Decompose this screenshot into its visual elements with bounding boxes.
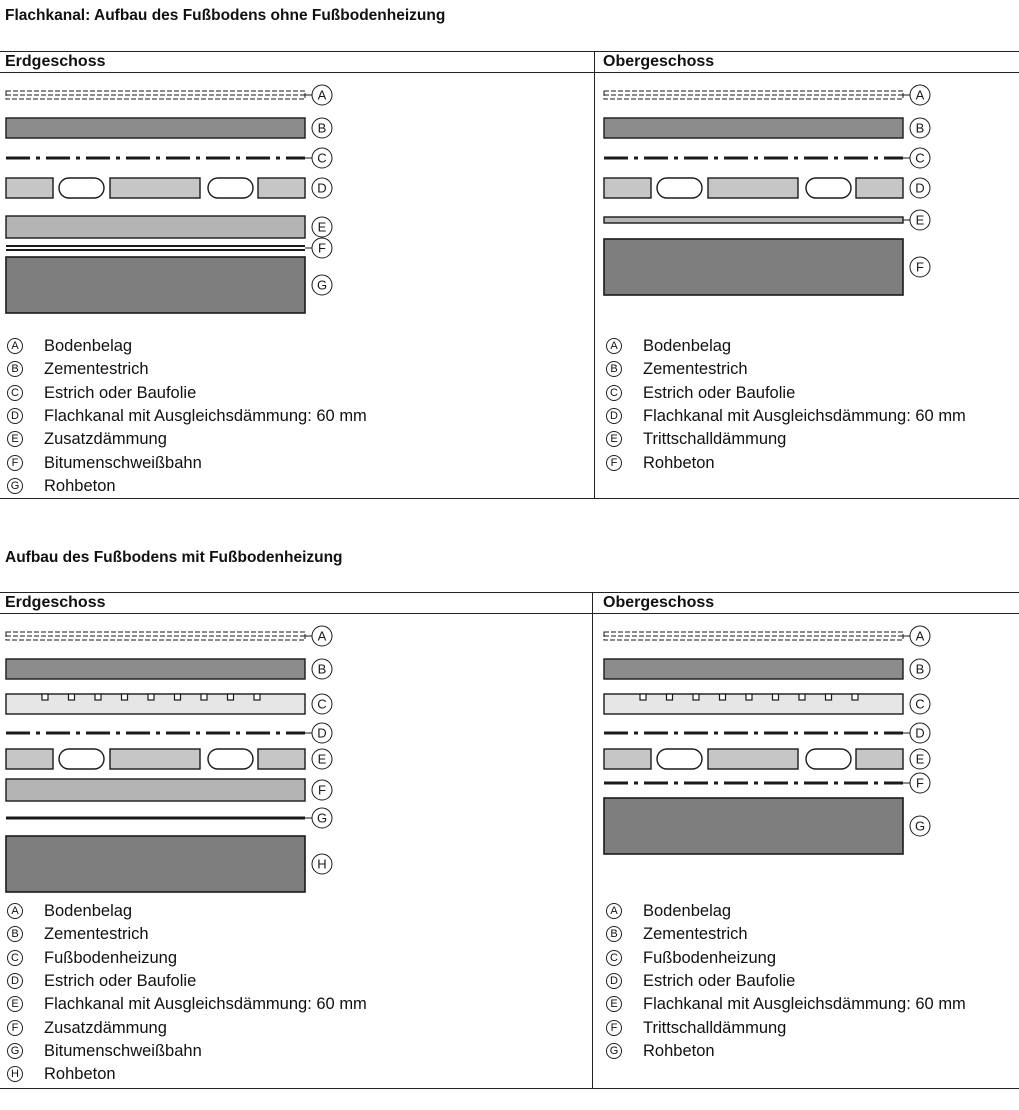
legend-text: Flachkanal mit Ausgleichsdämmung: 60 mm: [44, 406, 367, 425]
table-header: [0, 52, 1019, 73]
layer-flat-duct: [604, 178, 903, 198]
column-divider: [592, 593, 593, 1088]
layer-heating: [604, 694, 903, 714]
callout-letter: A: [317, 87, 327, 103]
legend-letter-badge: A: [7, 338, 23, 354]
column-heading-ground-floor: Erdgeschoss: [5, 594, 106, 611]
callout-g: [910, 816, 930, 836]
legend-letter-badge: A: [606, 903, 622, 919]
callout-letter: G: [914, 818, 926, 834]
legend-text: Rohbeton: [643, 453, 715, 472]
callout-c: [312, 694, 332, 714]
callout-d: [910, 723, 930, 743]
callout-c: [910, 694, 930, 714]
callout-letter: B: [317, 661, 327, 677]
callout-letter: D: [317, 725, 327, 741]
legend-letter-badge: B: [606, 361, 622, 377]
legend-text: Trittschalldämmung: [643, 430, 787, 449]
legend-text: Bodenbelag: [643, 337, 732, 355]
callout-letter: B: [317, 120, 327, 136]
legend-text: Bodenbelag: [643, 902, 732, 920]
layer-floor-covering: [6, 91, 312, 99]
layer-heating: [6, 694, 305, 714]
legend-letter-badge: E: [7, 996, 23, 1012]
callout-letter: F: [916, 775, 924, 791]
callout-e: [312, 749, 332, 769]
callout-letter: B: [915, 661, 925, 677]
section-title: Flachkanal: Aufbau des Fußbodens ohne Fußbodenheizung: [5, 7, 446, 24]
layer-double-line: [6, 246, 312, 250]
layer-concrete: [6, 836, 305, 892]
legend-text: Zementestrich: [44, 925, 149, 944]
legend-letter-badge: G: [606, 1043, 622, 1059]
layer-screed: [6, 118, 305, 138]
legend-letter-badge: G: [7, 1043, 23, 1059]
legend-letter-badge: C: [606, 385, 622, 401]
floor-structure-diagram: [598, 617, 943, 897]
callout-letter: D: [915, 180, 925, 196]
layer-floor-covering: [604, 632, 910, 640]
column-heading-upper-floor: Obergeschoss: [603, 53, 715, 70]
legend-letter-badge: F: [7, 455, 23, 471]
callout-b: [312, 118, 332, 138]
callout-d: [312, 178, 332, 198]
legend-text: Flachkanal mit Ausgleichsdämmung: 60 mm: [643, 995, 966, 1014]
callout-letter: C: [317, 150, 327, 166]
floor-structure-diagram: [0, 617, 345, 897]
callout-letter: E: [915, 212, 925, 228]
legend-letter-badge: E: [7, 431, 23, 447]
callout-letter: C: [915, 150, 925, 166]
layer-insulation: [6, 216, 305, 238]
callout-e: [910, 210, 930, 230]
callout-g: [312, 808, 332, 828]
layer-floor-covering: [604, 91, 910, 99]
legend-letter-badge: D: [7, 973, 23, 989]
legend-letter-badge: F: [7, 1020, 23, 1036]
callout-letter: G: [316, 277, 328, 293]
callout-f: [312, 780, 332, 800]
legend-text: Estrich oder Baufolie: [44, 971, 197, 990]
floor-structure-diagram: [0, 76, 345, 326]
callout-e: [910, 749, 930, 769]
callout-letter: C: [915, 696, 925, 712]
legend-text: Fußbodenheizung: [44, 948, 178, 967]
legend-text: Zusatzdämmung: [44, 1018, 167, 1037]
legend-text: Rohbeton: [44, 476, 116, 495]
callout-g: [312, 275, 332, 295]
legend-text: Bitumenschweißbahn: [44, 453, 202, 472]
callout-b: [312, 659, 332, 679]
callout-d: [910, 178, 930, 198]
layer-concrete: [604, 798, 903, 854]
legend-text: Estrich oder Baufolie: [643, 383, 796, 402]
legend-text: Flachkanal mit Ausgleichsdämmung: 60 mm: [643, 406, 966, 425]
section-title: Aufbau des Fußbodens mit Fußbodenheizung: [5, 549, 343, 566]
column-heading-upper-floor: Obergeschoss: [603, 594, 715, 611]
callout-b: [910, 118, 930, 138]
callout-letter: H: [317, 856, 327, 872]
callout-letter: D: [317, 180, 327, 196]
legend-letter-badge: C: [606, 950, 622, 966]
callout-letter: B: [915, 120, 925, 136]
legend-text: Zementestrich: [643, 925, 748, 944]
legend-text: Fußbodenheizung: [643, 948, 777, 967]
layer-concrete: [6, 257, 305, 313]
layer-floor-covering: [6, 632, 312, 640]
legend-letter-badge: C: [7, 385, 23, 401]
layer-flat-duct: [604, 749, 903, 769]
legend-letter-badge: B: [606, 926, 622, 942]
callout-f: [312, 238, 332, 258]
legend-letter-badge: B: [7, 926, 23, 942]
callout-a: [910, 85, 930, 105]
legend-letter-badge: B: [7, 361, 23, 377]
callout-a: [312, 626, 332, 646]
callout-a: [312, 85, 332, 105]
legend-text: Bodenbelag: [44, 902, 133, 920]
callout-letter: C: [317, 696, 327, 712]
callout-b: [910, 659, 930, 679]
column-divider: [594, 52, 595, 498]
legend-text: Rohbeton: [44, 1065, 116, 1084]
legend-letter-badge: H: [7, 1066, 23, 1082]
legend-letter-badge: A: [7, 903, 23, 919]
legend-text: Zusatzdämmung: [44, 430, 167, 449]
callout-f: [910, 773, 930, 793]
callout-letter: E: [317, 219, 327, 235]
legend-text: Bitumenschweißbahn: [44, 1041, 202, 1060]
legend-letter-badge: D: [606, 408, 622, 424]
callout-a: [910, 626, 930, 646]
legend-letter-badge: G: [7, 478, 23, 494]
callout-c: [312, 148, 332, 168]
callout-letter: A: [915, 628, 925, 644]
legend-letter-badge: C: [7, 950, 23, 966]
callout-letter: E: [317, 751, 327, 767]
legend-letter-badge: E: [606, 996, 622, 1012]
legend-text: Trittschalldämmung: [643, 1018, 787, 1037]
layer-concrete: [604, 239, 903, 295]
column-heading-ground-floor: Erdgeschoss: [5, 53, 106, 70]
legend-letter-badge: A: [606, 338, 622, 354]
callout-letter: F: [318, 782, 326, 798]
floor-structure-diagram: [598, 76, 943, 326]
legend-letter-badge: D: [606, 973, 622, 989]
legend-text: Bodenbelag: [44, 337, 133, 355]
callout-h: [312, 854, 332, 874]
legend-text: Flachkanal mit Ausgleichsdämmung: 60 mm: [44, 995, 367, 1014]
callout-letter: F: [318, 240, 326, 256]
callout-letter: D: [915, 725, 925, 741]
legend-text: Estrich oder Baufolie: [643, 971, 796, 990]
callout-letter: A: [317, 628, 327, 644]
layer-screed: [6, 659, 305, 679]
layer-flat-duct: [6, 749, 305, 769]
legend-letter-badge: E: [606, 431, 622, 447]
layer-flat-duct: [6, 178, 305, 198]
callout-f: [910, 257, 930, 277]
legend-letter-badge: F: [606, 1020, 622, 1036]
legend-text: Rohbeton: [643, 1041, 715, 1060]
legend-text: Zementestrich: [643, 360, 748, 379]
legend-text: Zementestrich: [44, 360, 149, 379]
legend-letter-badge: F: [606, 455, 622, 471]
table-header: [0, 593, 1019, 614]
legend-letter-badge: D: [7, 408, 23, 424]
layer-thin-insulation: [604, 217, 910, 223]
callout-letter: F: [916, 259, 924, 275]
callout-letter: G: [316, 810, 328, 826]
callout-c: [910, 148, 930, 168]
callout-e: [312, 217, 332, 237]
callout-letter: A: [915, 87, 925, 103]
layer-insulation: [6, 779, 305, 801]
layer-screed: [604, 659, 903, 679]
layer-screed: [604, 118, 903, 138]
callout-d: [312, 723, 332, 743]
callout-letter: E: [915, 751, 925, 767]
legend-text: Estrich oder Baufolie: [44, 383, 197, 402]
